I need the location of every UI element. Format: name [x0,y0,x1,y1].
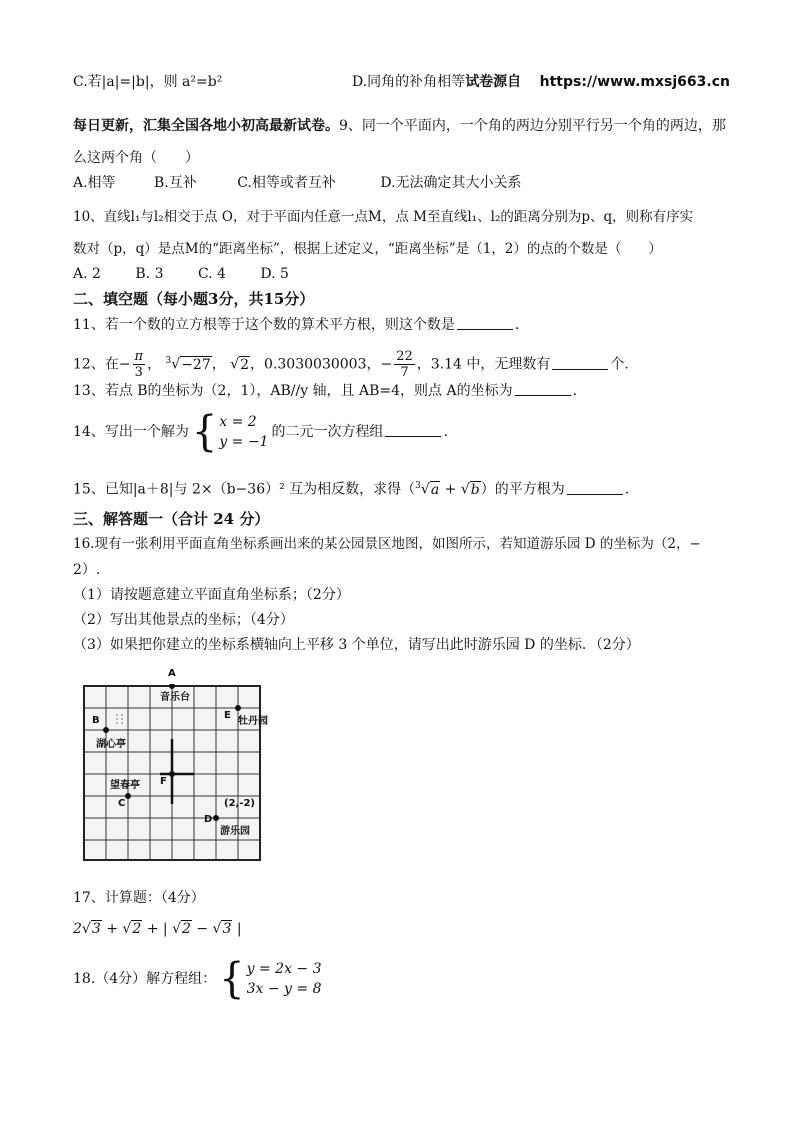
equation-system [191,407,269,457]
q10-options [73,265,289,283]
q14-prefix: 14、写出一个解为 [73,424,189,440]
q9-option-a: A.相等 [73,175,116,191]
q16-sub1: （1）请按题意建立平面直角坐标系；（2分） [73,587,350,603]
equation-1: y = 2x − 3 [246,961,322,977]
label-lake-pavilion: 湖心亭 [96,739,126,750]
q9-option-b: B.互补 [154,175,197,191]
q10-option-a: A. 2 [73,266,101,282]
frac-den: 7 [400,365,409,381]
promo-text: 每日更新，汇集全国各地小初高最新试卷。 [73,118,339,134]
radicand-b: b [470,481,480,498]
q16-sub2: （2）写出其他景点的坐标；（4分） [73,612,294,628]
label-music-stage: 音乐台 [160,692,190,703]
equation-2: 3x − y = 8 [246,981,322,997]
q12-end: 个. [610,356,629,373]
question-12: 12、在− $\frac{\pi}{3}$ ， $^3$√−27， √2，0.3030030003，− $\frac{22}{7}$ ，3.14 中，无理数有 个. [73,349,629,381]
cbrt-index: 3 [165,356,172,366]
source-url[interactable]: https://www.mxsj663.cn [539,74,730,90]
q10-option-c: C. 4 [197,266,226,282]
q9-options [73,174,522,192]
q16-line1: 16.现有一张利用平面直角坐标系画出来的某公园景区地图，如图所示，若知道游乐园 D 的坐标为（2，− [73,536,701,552]
q9-option-d: D.无法确定其大小关系 [380,175,522,191]
q11-end: . [514,317,520,333]
question-11 [73,316,519,334]
q12-mid: ，0.3030030003，− [250,356,393,373]
q15-suffix: ）的平方根为 [480,481,565,498]
q15-prefix: 15、已知|a＋8|与 2×（b−36）² 互为相反数，求得（ [73,481,416,498]
label-d: D [204,814,213,825]
q13-text: 13、若点 B的坐标为（2，1），AB//y 轴，且 AB=4，则点 A的坐标为 [73,383,513,399]
answer-blank[interactable] [552,357,608,370]
frac-den: 3 [134,365,143,381]
q16-sub3: （3）如果把你建立的坐标系横轴向上平移 3 个单位，请写出此时游乐园 D 的坐标．（2分） [73,637,640,653]
q16-line2: 2）. [73,562,101,578]
point-e [235,705,241,711]
answer-blank[interactable] [457,317,513,330]
answer-blank[interactable] [385,424,441,437]
q14-suffix: 的二元一次方程组 [271,424,384,440]
expr-op: − [191,921,213,937]
expr-coef: 2 [73,921,82,937]
q10-line1: 10、直线l₁与l₂相交于点 O，对于平面内任意一点M，点 M至直线l₁、l₂的距离分别为p、q，则称有序实 [73,209,694,225]
label-c: C [118,798,126,809]
label-d-coordinate: (2,-2) [224,798,256,809]
answer-blank[interactable] [515,383,571,396]
label-a: A [168,668,176,679]
label-amusement-park: 游乐园 [220,826,250,837]
q10-option-d: D. 5 [260,266,289,282]
option-d-text: D.同角的补角相等 [352,74,466,90]
expr-op: + [101,921,123,937]
brace: { [219,954,245,1004]
sqrt-radicand: 2 [240,356,250,373]
label-spring-pavilion: 望春亭 [110,780,140,791]
q12-tail: ，3.14 中，无理数有 [416,356,551,373]
expr-op: + | [142,921,173,937]
frac-num: 22 [396,349,413,365]
fraction-pi-3 [133,349,146,380]
plus-sign: + [440,481,461,498]
label-peony-garden: 牡丹园 [238,716,268,727]
section-2-title: 二、填空题（每小题3分，共15分） [73,290,315,308]
q9-line2: 么这两个角（ ） [73,150,199,166]
q18-prefix: 18.（4分）解方程组： [73,971,217,987]
question-15: 15、已知|a＋8|与 2×（b−36）² 互为相反数，求得（$^3$√a + √b）的平方根为 . [73,481,630,498]
source-label: 试卷源自 [465,74,522,90]
label-b: B [92,715,100,726]
q12-prefix: 12、在− [73,356,131,373]
label-f: F [160,776,167,787]
header-right [352,73,730,91]
frac-num: π [134,349,144,365]
radicand: 2 [181,921,191,937]
radicand: 3 [222,921,232,937]
equation-1: x = 2 [219,414,257,430]
question-13 [73,382,577,400]
system-lines [247,959,322,999]
radicand: 3 [91,921,101,937]
equation-2: y = −1 [219,434,269,450]
radicand-a: a [430,481,440,498]
question-14 [73,407,448,457]
equation-system [219,954,322,1004]
point-b [103,727,109,733]
q13-end: . [572,383,578,399]
label-e: E [224,710,231,721]
q10-option-b: B. 3 [135,266,164,282]
answer-blank[interactable] [567,482,623,495]
q9-option-c: C.相等或者互补 [237,175,336,191]
cbrt-radicand: −27 [181,356,211,373]
question-9 [73,117,726,135]
option-c-text: C.若|a|=|b|，则 a²=b² [73,74,223,90]
park-map [82,668,268,862]
question-18 [73,956,325,1002]
q15-end: . [624,481,630,498]
radicand: 2 [132,921,142,937]
fraction-22-7 [394,349,415,380]
q10-line2: 数对（p，q）是点M的“距离坐标”，根据上述定义，“距离坐标”是（1，2）的点的个数是（ ） [73,241,662,257]
cbrt-index: 3 [415,481,421,491]
header-line [73,73,222,91]
point-f [169,771,175,777]
point-c [125,793,131,799]
q17-expression: 2√3 + √2 + | √2 − √3 | [73,921,242,937]
expr-op: | [232,921,242,937]
point-d [213,815,219,821]
q11-text: 11、若一个数的立方根等于这个数的算术平方根，则这个数是 [73,317,455,333]
q9-text: 9、同一个平面内，一个角的两边分别平行另一个角的两边，那 [339,118,726,134]
brace: { [191,407,218,457]
q14-end: . [443,424,448,440]
q17-title: 17、计算题：（4分） [73,890,205,906]
system-lines [219,412,268,452]
section-3-title: 三、解答题一（合计 24 分） [73,510,270,528]
